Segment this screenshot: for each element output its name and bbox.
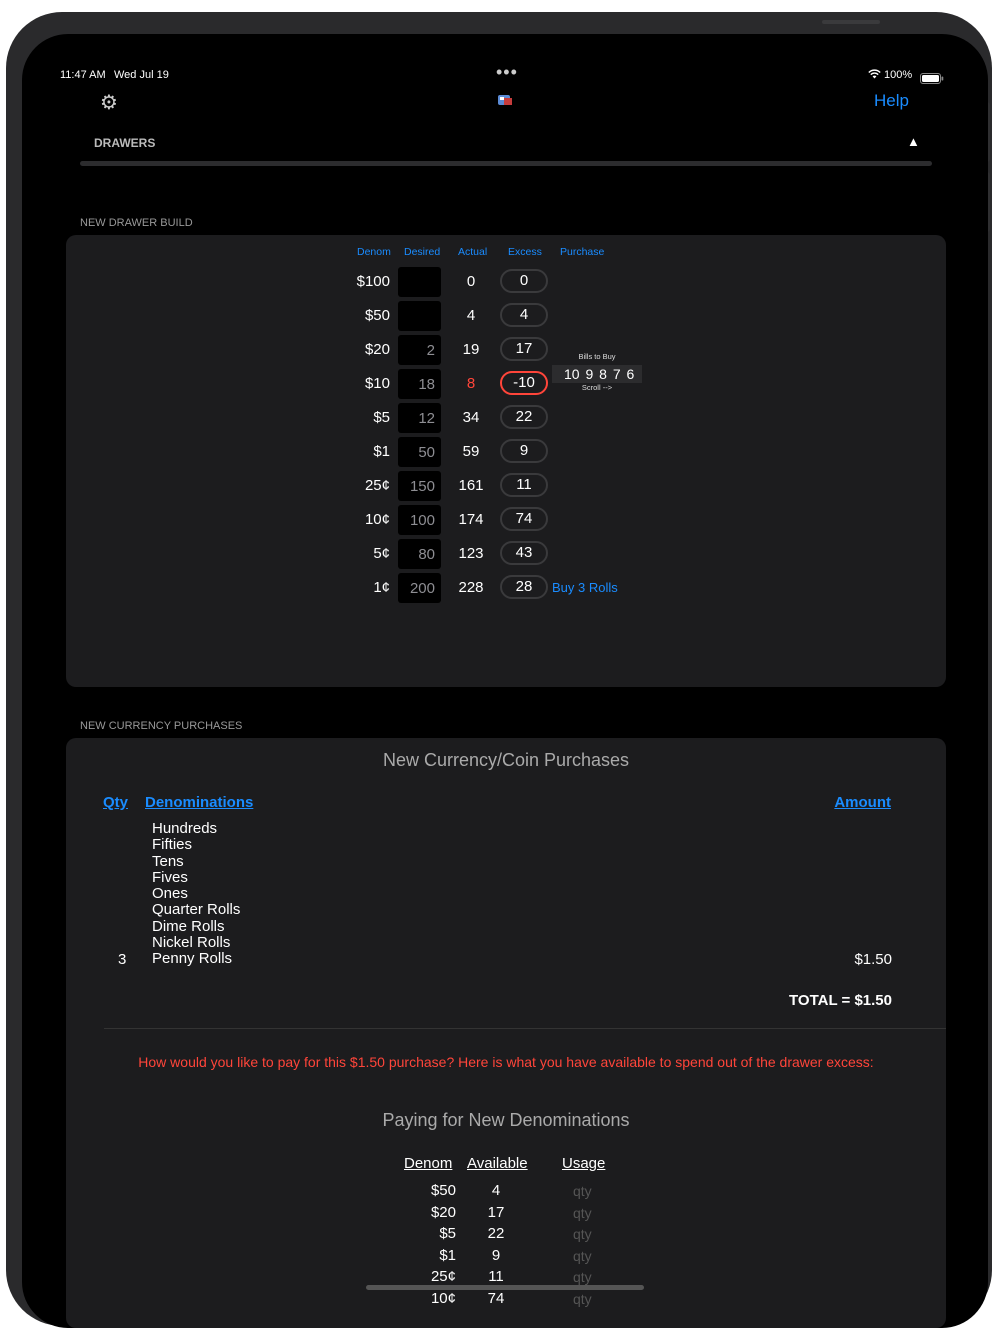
new-currency-purchases-label: NEW CURRENCY PURCHASES (80, 720, 243, 732)
build-row (66, 333, 946, 367)
picker-hint: Scroll --> (581, 383, 613, 392)
row-denom: $5 (373, 409, 390, 426)
drawers-label: DRAWERS (94, 136, 156, 150)
pay-row-denom: $1 (439, 1247, 456, 1264)
build-row (66, 265, 946, 299)
screen (22, 34, 988, 1328)
row-denom: $20 (364, 341, 390, 358)
status-time: 11:47 AM (60, 69, 106, 81)
row-actual: 59 (462, 443, 480, 460)
list-item: Ones (152, 885, 188, 903)
pay-row-denom: $5 (439, 1225, 456, 1242)
desired-input[interactable] (398, 267, 441, 297)
wifi-icon (868, 69, 881, 82)
purchase-total: TOTAL = $1.50 (789, 992, 892, 1009)
excess-pill[interactable]: 28 (500, 575, 548, 599)
header-desired[interactable]: Desired (404, 246, 441, 258)
desired-input[interactable]: 200 (398, 573, 441, 603)
build-row (66, 299, 946, 333)
row-actual: 4 (466, 307, 476, 324)
battery-icon (920, 71, 944, 89)
row-actual: 161 (458, 477, 484, 494)
list-item: Fifties (152, 836, 193, 854)
usage-qty-input[interactable]: qty (573, 1183, 592, 1199)
row-denom: 1¢ (373, 579, 390, 596)
row-actual: 123 (458, 545, 484, 562)
penny-rolls-qty: 3 (118, 951, 127, 968)
build-row (66, 503, 946, 537)
excess-pill[interactable]: 43 (500, 541, 548, 565)
purchases-title: New Currency/Coin Purchases (382, 750, 630, 770)
picker-values[interactable]: 10 9 8 7 6 (552, 365, 642, 383)
payment-prompt: How would you like to pay for this $1.50 purchase? Here is what you have available to spend out of the drawer excess: (138, 1054, 874, 1070)
excess-pill[interactable]: 9 (500, 439, 548, 463)
denominations-list (152, 821, 240, 968)
header-purchase[interactable]: Purchase (560, 246, 605, 258)
row-denom: 10¢ (364, 511, 390, 528)
purchases-divider (104, 1028, 946, 1029)
buy-rolls-button[interactable]: Buy 3 Rolls (552, 580, 618, 595)
row-denom: $100 (356, 273, 390, 290)
row-denom: $50 (364, 307, 390, 324)
picker-title: Bills to Buy (578, 352, 616, 361)
excess-pill[interactable]: 22 (500, 405, 548, 429)
pay-row-available: 74 (487, 1290, 505, 1307)
desired-input[interactable]: 12 (398, 403, 441, 433)
desired-input[interactable]: 80 (398, 539, 441, 569)
device-frame (6, 12, 992, 1326)
bills-to-buy-picker[interactable] (552, 352, 642, 392)
desired-input[interactable]: 150 (398, 471, 441, 501)
row-denom: 5¢ (373, 545, 390, 562)
usage-qty-input[interactable]: qty (573, 1205, 592, 1221)
pay-row-available: 11 (488, 1268, 504, 1285)
build-row (66, 401, 946, 435)
denominations-column-link[interactable]: Denominations (145, 794, 254, 811)
build-row (66, 571, 946, 605)
row-denom: 25¢ (364, 477, 390, 494)
pay-row-available: 17 (487, 1204, 505, 1221)
penny-rolls-amount: $1.50 (854, 951, 892, 968)
row-actual: 0 (466, 273, 476, 290)
excess-pill[interactable]: 4 (500, 303, 548, 327)
pay-row-denom: 10¢ (430, 1290, 456, 1307)
pay-header-usage: Usage (562, 1155, 606, 1172)
list-item: Quarter Rolls (152, 901, 241, 919)
usage-qty-input[interactable]: qty (573, 1269, 592, 1285)
build-row (66, 435, 946, 469)
pay-row-available: 4 (491, 1182, 501, 1199)
multitasking-dots-icon[interactable]: ••• (496, 62, 518, 82)
drawer-build-panel (66, 235, 946, 687)
pay-row-denom: $20 (430, 1204, 456, 1221)
build-row (66, 469, 946, 503)
desired-input[interactable]: 100 (398, 505, 441, 535)
desired-input[interactable] (398, 301, 441, 331)
desired-input[interactable]: 2 (398, 335, 441, 365)
row-denom: $1 (373, 443, 390, 460)
pay-header-available: Available (467, 1155, 528, 1172)
row-actual: 228 (458, 579, 484, 596)
row-actual: 8 (466, 375, 476, 392)
excess-pill[interactable]: 11 (500, 473, 548, 497)
usage-qty-input[interactable]: qty (573, 1291, 592, 1307)
build-row (66, 537, 946, 571)
desired-input[interactable]: 18 (398, 369, 441, 399)
row-actual: 19 (462, 341, 480, 358)
row-actual: 174 (458, 511, 484, 528)
pay-row-denom: $50 (430, 1182, 456, 1199)
top-button (822, 20, 880, 24)
row-actual: 34 (462, 409, 480, 426)
paying-title: Paying for New Denominations (382, 1110, 630, 1130)
collapse-triangle-icon[interactable]: ▲ (907, 134, 920, 149)
pay-row-denom: 25¢ (430, 1268, 456, 1285)
status-date: Wed Jul 19 (114, 69, 169, 81)
build-row (66, 367, 946, 401)
battery-percent: 100% (884, 69, 913, 81)
gear-icon[interactable]: ⚙ (100, 92, 118, 114)
excess-pill[interactable]: -10 (500, 371, 548, 395)
list-item: Fives (152, 868, 188, 886)
usage-qty-input[interactable]: qty (573, 1248, 592, 1264)
list-item: Penny Rolls (152, 950, 233, 968)
header-denom[interactable]: Denom (357, 246, 391, 258)
purchases-panel (66, 738, 946, 1328)
usage-qty-input[interactable]: qty (573, 1226, 592, 1242)
header-excess[interactable]: Excess (508, 246, 542, 258)
home-indicator[interactable] (366, 1285, 644, 1290)
qty-column-link[interactable]: Qty (103, 794, 129, 811)
mailbox-icon (496, 92, 514, 108)
excess-pill[interactable]: 17 (500, 337, 548, 361)
list-item: Dime Rolls (152, 917, 225, 935)
row-denom: $10 (364, 375, 390, 392)
new-drawer-build-label: NEW DRAWER BUILD (80, 217, 193, 229)
drawers-divider (80, 161, 932, 166)
list-item: Tens (152, 852, 184, 870)
amount-column-link[interactable]: Amount (834, 794, 891, 811)
excess-pill[interactable]: 74 (500, 507, 548, 531)
excess-pill[interactable]: 0 (500, 269, 548, 293)
list-item: Nickel Rolls (152, 934, 231, 952)
pay-row-available: 22 (487, 1225, 505, 1242)
desired-input[interactable]: 50 (398, 437, 441, 467)
header-actual[interactable]: Actual (458, 246, 488, 258)
list-item: Hundreds (152, 820, 218, 837)
help-button[interactable]: Help (874, 91, 909, 110)
pay-header-denom: Denom (404, 1155, 453, 1172)
pay-row-available: 9 (491, 1247, 501, 1264)
